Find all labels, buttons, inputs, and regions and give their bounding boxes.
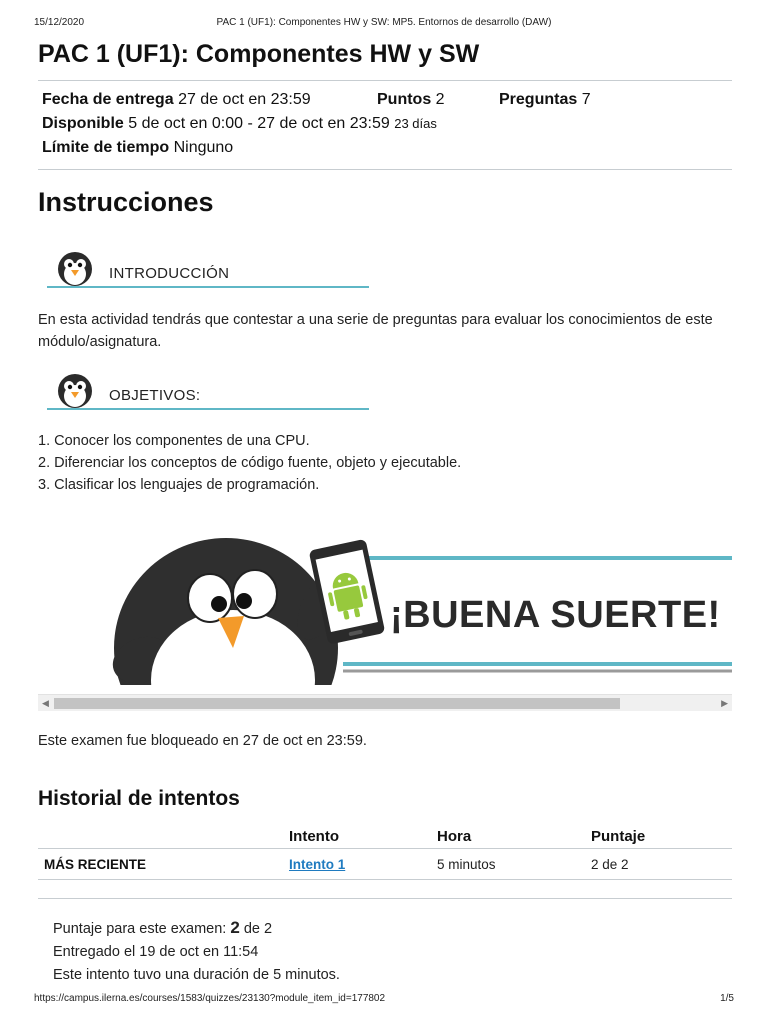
intro-text: En esta actividad tendrás que contestar a una serie de preguntas para evaluar los conocimientos de este módulo/asignatura. (38, 312, 713, 350)
banner-underline (47, 286, 369, 288)
availability-field (42, 115, 437, 133)
questions-label: Preguntas (499, 91, 578, 108)
time-limit-value: Ninguno (173, 139, 234, 156)
intro-heading: INTRODUCCIÓN (109, 265, 230, 282)
instructions-title: Instrucciones (38, 187, 214, 217)
quiz-title: PAC 1 (UF1): Componentes HW y SW (38, 40, 480, 68)
good-luck-text: ¡BUENA SUERTE! (390, 594, 721, 636)
intro-banner (47, 246, 369, 288)
scroll-left-icon[interactable]: ◀ (42, 698, 49, 708)
available-value: 5 de oct en 0:00 - 27 de oct en 23:59 (128, 115, 390, 132)
scrollbar-thumb[interactable] (54, 698, 620, 709)
available-label: Disponible (42, 115, 124, 132)
score-suffix: de 2 (243, 921, 273, 937)
print-url: https://campus.ilerna.es/courses/1583/quizzes/23130?module_item_id=177802 (34, 993, 386, 1004)
print-header (34, 17, 734, 31)
score-value: 2 (230, 918, 240, 937)
available-days: 23 días (394, 116, 437, 131)
points-field (377, 91, 445, 109)
column-header-score: Puntaje (591, 828, 646, 845)
horizontal-scrollbar[interactable] (38, 694, 732, 711)
due-value: 27 de oct en 23:59 (178, 91, 311, 108)
objectives-heading: OBJETIVOS: (109, 387, 201, 404)
attempt-link[interactable]: Intento 1 (289, 857, 346, 872)
points-label: Puntos (377, 91, 432, 108)
divider (38, 169, 732, 170)
questions-field (499, 91, 591, 109)
column-header-time: Hora (437, 828, 472, 845)
scroll-right-icon[interactable]: ▶ (721, 698, 728, 708)
penguin-icon (55, 245, 95, 287)
objectives-list (38, 430, 461, 496)
objective-item: 2. Diferenciar los conceptos de código fuente, objeto y ejecutable. (38, 455, 462, 471)
objectives-banner (47, 368, 369, 410)
objective-item: 3. Clasificar los lenguajes de programación. (38, 477, 320, 493)
submitted-line: Entregado el 19 de oct en 11:54 (53, 944, 259, 960)
due-label: Fecha de entrega (42, 91, 174, 108)
print-date: 15/12/2020 (34, 17, 85, 28)
good-luck-illustration (38, 530, 732, 685)
row-label: MÁS RECIENTE (44, 857, 147, 872)
penguin-icon (55, 367, 95, 409)
table-row (38, 848, 732, 880)
quiz-details-row-1 (42, 91, 311, 109)
print-footer (34, 993, 734, 1007)
objective-item: 1. Conocer los componentes de una CPU. (38, 433, 310, 449)
points-value: 2 (435, 91, 445, 108)
duration-line: Este intento tuvo una duración de 5 minutos. (53, 967, 340, 983)
time-limit-label: Límite de tiempo (42, 139, 170, 156)
banner-underline (47, 408, 369, 410)
column-header-attempt: Intento (289, 828, 339, 845)
score-line (53, 916, 340, 941)
locked-message: Este examen fue bloqueado en 27 de oct en 23:59. (38, 733, 367, 749)
questions-value: 7 (581, 91, 591, 108)
page-number: 1/5 (720, 993, 734, 1004)
time-limit-field (42, 139, 233, 157)
attempt-summary (53, 916, 340, 987)
history-title: Historial de intentos (38, 787, 240, 810)
attempt-score: 2 de 2 (591, 857, 629, 872)
divider (38, 898, 732, 899)
print-page-title: PAC 1 (UF1): Componentes HW y SW: MP5. Entornos de desarrollo (DAW) (216, 17, 552, 28)
score-prefix: Puntaje para este examen: (53, 921, 227, 937)
divider (38, 80, 732, 81)
attempt-time: 5 minutos (437, 857, 496, 872)
